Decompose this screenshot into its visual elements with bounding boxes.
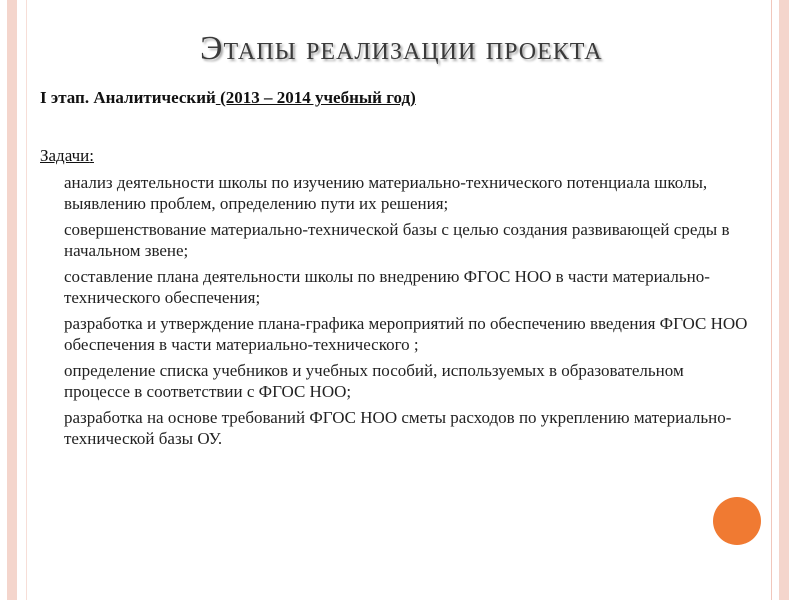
task-text: определение списка учебников и учебных пособий, используемых в образовательном процессе в соответствии с ФГОС НОО;	[64, 361, 684, 401]
tasks-label-text: Задачи	[40, 146, 90, 165]
left-border-line	[26, 0, 27, 600]
accent-circle-decoration	[713, 497, 761, 545]
task-text: анализ деятельности школы по изучению материально-технического потенциала школы, выявлению проблем, определению пути их решения;	[64, 173, 708, 213]
task-text: составление плана деятельности школы по внедрению ФГОС НОО в части материально-технического обеспечения;	[64, 267, 710, 307]
task-item	[40, 360, 752, 402]
task-item	[40, 407, 752, 449]
slide-title: Этапы реализации проекта	[200, 30, 603, 67]
left-border-decoration	[7, 0, 17, 600]
tasks-label	[40, 146, 94, 166]
task-text: разработка и утверждение плана-графика мероприятий по обеспечению введения ФГОС НОО обеспечения в части материально-технического ;	[64, 314, 748, 354]
task-item	[40, 172, 752, 214]
stage-heading	[40, 88, 416, 108]
task-item	[40, 219, 752, 261]
task-item	[40, 313, 752, 355]
task-item	[40, 266, 752, 308]
task-list	[40, 172, 752, 454]
right-border-decoration	[779, 0, 789, 600]
stage-name: I этап. Аналитический	[40, 88, 216, 107]
right-border-line	[771, 0, 772, 600]
stage-period: (2013 – 2014 учебный год)	[215, 88, 416, 107]
task-text: разработка на основе требований ФГОС НОО сметы расходов по укреплению материально-технической базы ОУ.	[64, 408, 732, 448]
task-text: совершенствование материально-технической базы с целью создания развивающей среды в начальном звене;	[64, 220, 730, 260]
tasks-label-colon: :	[89, 146, 94, 165]
